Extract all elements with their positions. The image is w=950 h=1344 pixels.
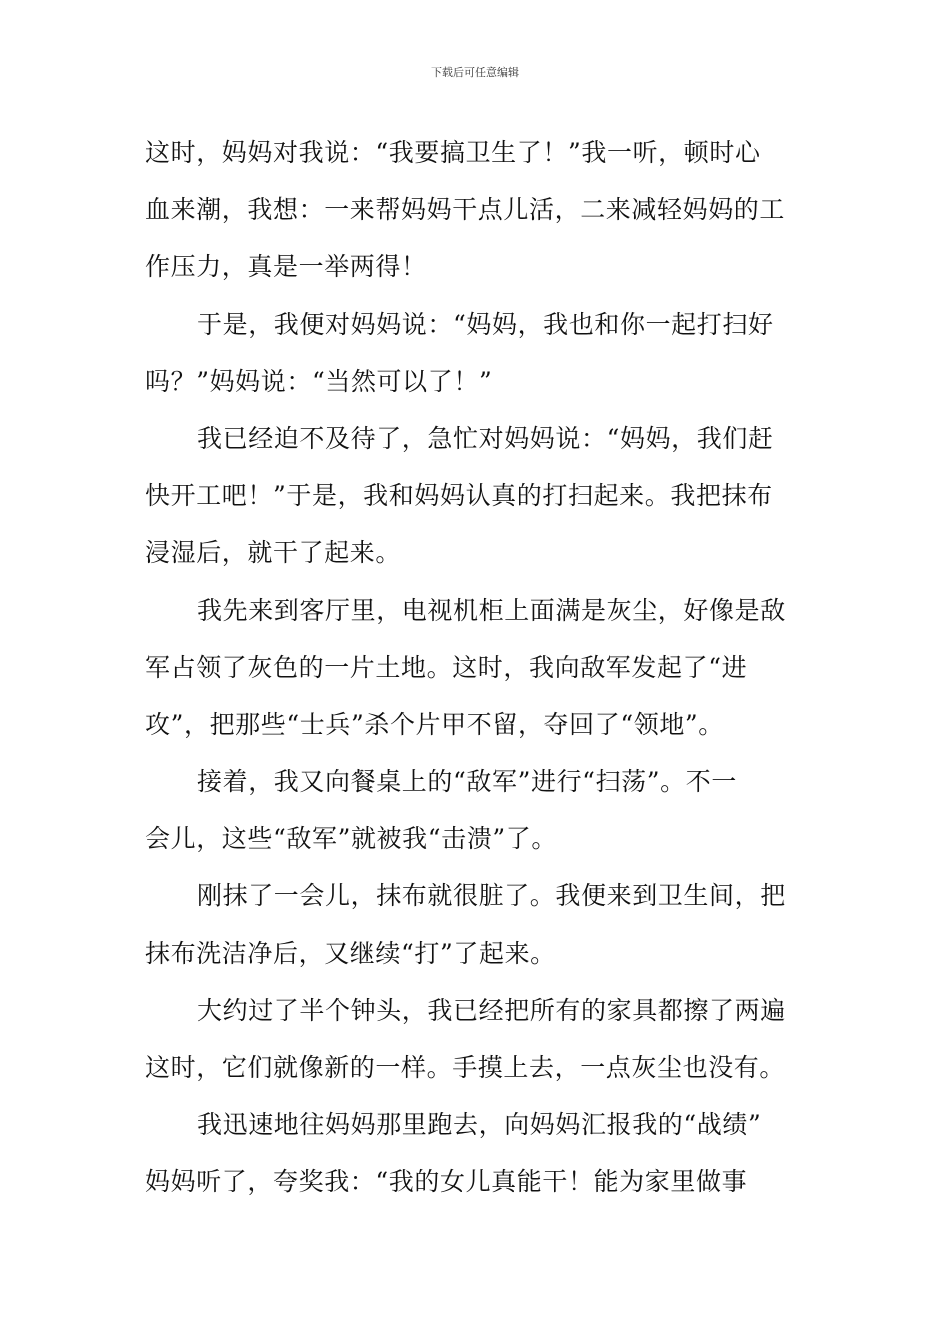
text-line: 接着，我又向餐桌上的“敌军”进行“扫荡”。不一: [197, 767, 737, 797]
text-line: 我先来到客厅里，电视机柜上面满是灰尘，好像是敌: [197, 595, 786, 625]
text-line: 刚抹了一会儿，抹布就很脏了。我便来到卫生间，把: [197, 881, 786, 911]
text-line: 浸湿后，就干了起来。: [145, 538, 402, 568]
text-line: 作压力，真是一举两得！: [145, 252, 427, 282]
document-body: [145, 124, 807, 1211]
text-line: 大约过了半个钟头，我已经把所有的家具都擦了两遍: [197, 995, 786, 1025]
text-line: 军占领了灰色的一片土地。这时，我向敌军发起了“进: [145, 652, 748, 682]
text-line: 吗？”妈妈说：“当然可以了！”: [145, 366, 493, 396]
text-line: 妈妈听了，夸奖我：“我的女儿真能干！能为家里做事: [145, 1167, 748, 1197]
text-line: 我迅速地往妈妈那里跑去，向妈妈汇报我的“战绩”: [197, 1110, 762, 1140]
text-line: 攻”，把那些“士兵”杀个片甲不留，夺回了“领地”。: [145, 709, 724, 739]
text-line: 这时，它们就像新的一样。手摸上去，一点灰尘也没有。: [145, 1053, 786, 1082]
text-line: 于是，我便对妈妈说：“妈妈，我也和你一起打扫好: [197, 309, 774, 339]
text-line: 我已经迫不及待了，急忙对妈妈说：“妈妈，我们赶: [197, 423, 774, 453]
text-line: 血来潮，我想：一来帮妈妈干点儿活，二来减轻妈妈的工: [145, 195, 786, 225]
text-line: 会儿，这些“敌军”就被我“击溃”了。: [145, 824, 557, 854]
text-line: 快开工吧！”于是，我和妈妈认真的打扫起来。我把抹布: [145, 481, 773, 511]
page-header: 下载后可任意编辑: [431, 66, 519, 79]
text-line: 抹布洗洁净后，又继续“打”了起来。: [145, 938, 556, 968]
text-line: 这时，妈妈对我说：“我要搞卫生了！”我一听，顿时心: [145, 138, 761, 167]
